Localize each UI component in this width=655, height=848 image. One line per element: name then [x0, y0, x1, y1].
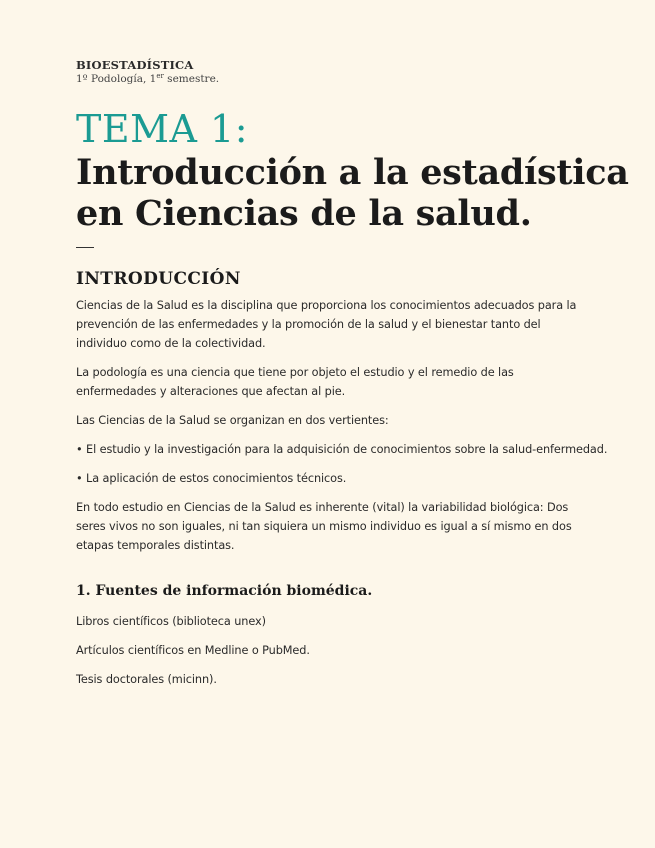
course-name: BIOESTADÍSTICA	[76, 58, 194, 72]
source-item-theses: Tesis doctorales (micinn).	[76, 673, 217, 686]
subtitle-text-end: semestre.	[163, 73, 220, 85]
section-1-heading: 1. Fuentes de información biomédica.	[76, 583, 373, 599]
intro-paragraph-2: La podología es una ciencia que tiene por objeto el estudio y el remedio de las enfermedades y alteraciones que afectan al pie.	[76, 366, 514, 398]
intro-paragraph-1: Ciencias de la Salud es la disciplina que proporciona los conocimientos adecuados para la prevención de las enfermedades y la promoción de la salud y el bienestar tanto del individuo como de la colectividad.	[76, 299, 577, 350]
page-title-line-2: en Ciencias de la salud.	[76, 193, 532, 234]
intro-heading: INTRODUCCIÓN	[76, 269, 241, 289]
source-item-articles: Artículos científicos en Medline o PubMed.	[76, 644, 310, 657]
topic-number: TEMA 1:	[76, 107, 248, 151]
page-title	[76, 152, 629, 234]
intro-paragraph-4: En todo estudio en Ciencias de la Salud es inherente (vital) la variabilidad biológica: Dos seres vivos no son iguales, ni tan siquiera un mismo individuo es igual a sí mismo en dos etapas temporales distintas.	[76, 501, 572, 552]
intro-paragraph-3: Las Ciencias de la Salud se organizan en dos vertientes:	[76, 414, 389, 427]
document-page	[76, 58, 629, 689]
title-divider	[76, 247, 94, 248]
subtitle-superscript: er	[156, 72, 164, 80]
page-title-line-1: Introducción a la estadística	[76, 152, 629, 193]
intro-bullet-1: • El estudio y la investigación para la adquisición de conocimientos sobre la salud-enfermedad.	[76, 443, 608, 456]
course-subtitle	[76, 73, 586, 86]
intro-bullet-2: • La aplicación de estos conocimientos técnicos.	[76, 472, 347, 485]
subtitle-text: 1º Podología, 1	[76, 73, 157, 85]
source-item-books: Libros científicos (biblioteca unex)	[76, 615, 266, 628]
